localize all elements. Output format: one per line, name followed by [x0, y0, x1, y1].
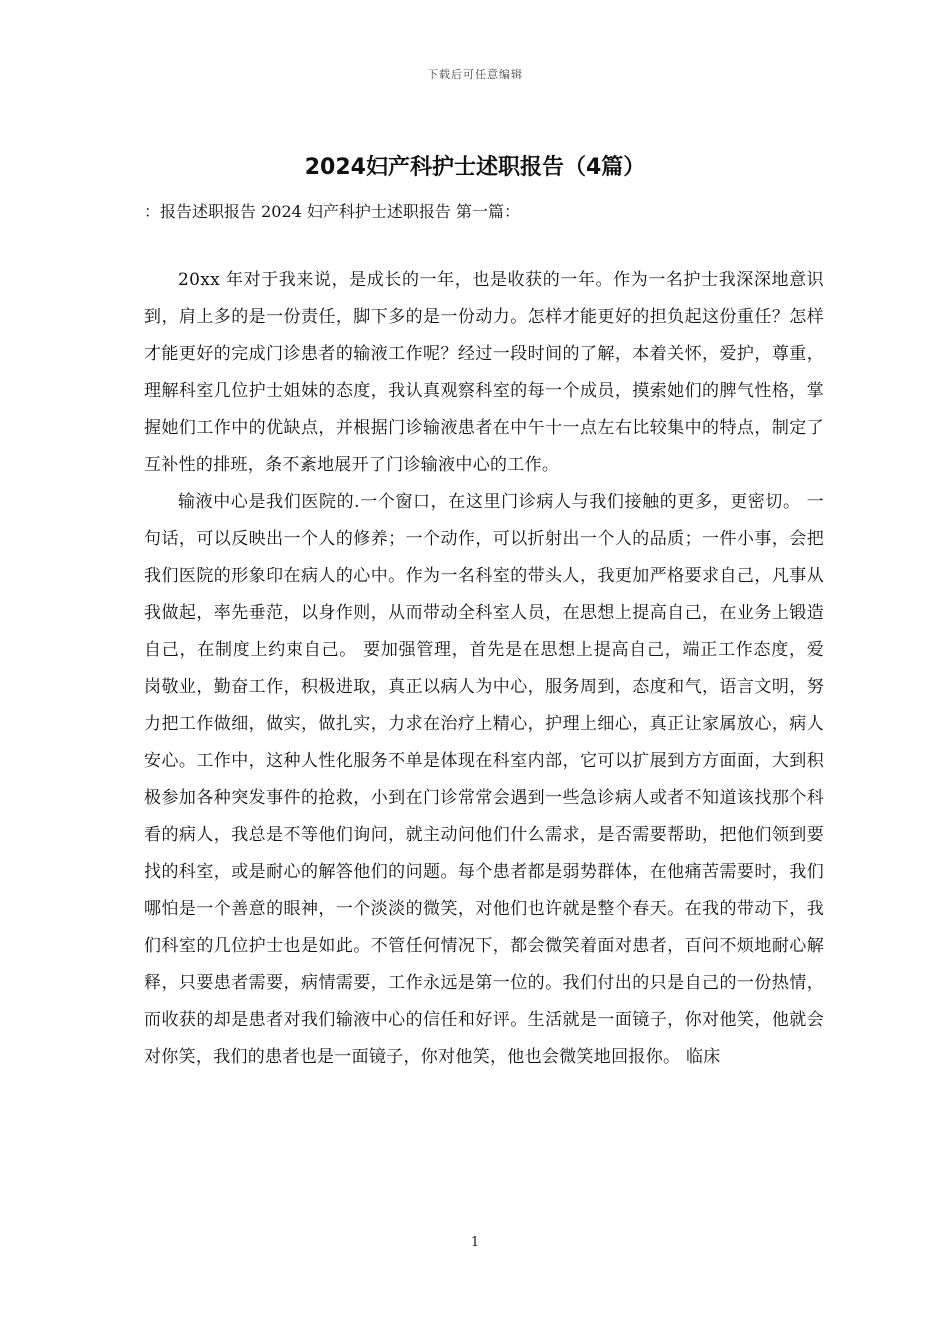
- page-number: 1: [470, 1235, 480, 1250]
- document-body: [144, 262, 824, 1076]
- document-subtitle: ：报告述职报告 2024 妇产科护士述职报告 第一篇：: [144, 202, 520, 221]
- paragraph-2: 输液中心是我们医院的.一个窗口，在这里门诊病人与我们接触的更多，更密切。 一句话，可以反映出一个人的修养；一个动作，可以折射出一个人的品质；一件小事，会把我们医院的形象印在病人的心中。作为一名科室的带头人，我更加严格要求自己，凡事从我做起，率先垂范，以身作则，从而带动全科室人员，在思想上提高自己，在业务上锻造自己，在制度上约束自己。 要加强管理，首先是在思想上提高自己，端正工作态度，爱岗敬业，勤奋工作，积极进取，真正以病人为中心，服务周到，态度和气，语言文明，努力把工作做细，做实，做扎实，力求在治疗上精心，护理上细心，真正让家属放心，病人安心。工作中，这种人性化服务不单是体现在科室内部，它可以扩展到方方面面，大到积极参加各种突发事件的抢救，小到在门诊常常会遇到一些急诊病人或者不知道该找那个科看的病人，我总是不等他们询问，就主动问他们什么需求，是否需要帮助，把他们领到要找的科室，或是耐心的解答他们的问题。每个患者都是弱势群体，在他痛苦需要时，我们哪怕是一个善意的眼神，一个淡淡的微笑，对他们也许就是整个春天。在我的带动下，我们科室的几位护士也是如此。不管任何情况下，都会微笑着面对患者，百问不烦地耐心解释，只要患者需要，病情需要，工作永远是第一位的。我们付出的只是自己的一份热情，而收获的却是患者对我们输液中心的信任和好评。生活就是一面镜子，你对他笑，他就会对你笑，我们的患者也是一面镜子，你对他笑，他也会微笑地回报你。 临床: [144, 492, 824, 1067]
- document-title: 2024妇产科护士述职报告（4篇）: [304, 155, 646, 180]
- paragraph-1: 20xx 年对于我来说，是成长的一年，也是收获的一年。作为一名护士我深深地意识到，肩上多的是一份责任，脚下多的是一份动力。怎样才能更好的担负起这份重任？怎样才能更好的完成门诊患者的输液工作呢？经过一段时间的了解，本着关怀，爱护，尊重，理解科室几位护士姐妹的态度，我认真观察科室的每一个成员，摸索她们的脾气性格，掌握她们工作中的优缺点，并根据门诊输液患者在中午十一点左右比较集中的特点，制定了互补性的排班，条不紊地展开了门诊输液中心的工作。: [144, 270, 824, 475]
- header-note: 下载后可任意编辑: [427, 68, 523, 81]
